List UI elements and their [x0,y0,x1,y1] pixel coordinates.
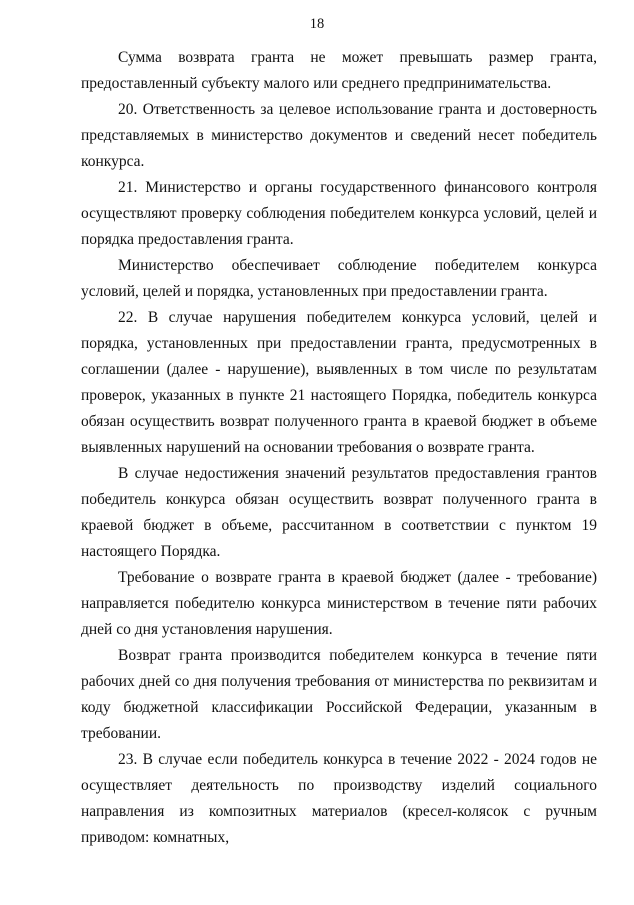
paragraph-return-requirement: Требование о возврате гранта в краевой бюджет (далее - требование) направляется победителю конкурса министерством в течение пяти рабочих дней со дня установления нарушения. [81,569,597,638]
paragraph-ministry-compliance: Министерство обеспечивает соблюдение победителем конкурса условий, целей и порядка, установленных при предоставлении гранта. [81,257,597,300]
paragraph-item-20-responsibility: 20. Ответственность за целевое использование гранта и достоверность представляемых в министерство документов и сведений несет победитель конкурса. [81,101,597,170]
paragraph-return-procedure: Возврат гранта производится победителем конкурса в течение пяти рабочих дней со дня получения требования от министерства по реквизитам и коду бюджетной классификации Российской Федерации, указанным в требовании. [81,647,597,742]
paragraph-results-not-achieved: В случае недостижения значений результатов предоставления грантов победитель конкурса обязан осуществить возврат полученного гранта в краевой бюджет в объеме, рассчитанном в соответствии с пунктом 19 настоящего Порядка. [81,465,597,560]
paragraph-item-23-production: 23. В случае если победитель конкурса в течение 2022 - 2024 годов не осуществляет деятельность по производству изделий социального направления из композитных материалов (кресел-колясок с ручным приводом: комнатных, [81,751,597,846]
document-body [81,45,597,851]
paragraph-item-22-violation: 22. В случае нарушения победителем конкурса условий, целей и порядка, установленных при предоставлении гранта, предусмотренных в соглашении (далее - нарушение), выявленных в том числе по результатам проверок, указанных в пункте 21 настоящего Порядка, победитель конкурса обязан осуществить возврат полученного гранта в краевой бюджет в объеме выявленных нарушений на основании требования о возврате гранта. [81,309,597,456]
paragraph-item-21-control: 21. Министерство и органы государственного финансового контроля осуществляют проверку соблюдения победителем конкурса условий, целей и порядка предоставления гранта. [81,179,597,248]
paragraph-grant-return-limit: Сумма возврата гранта не может превышать размер гранта, предоставленный субъекту малого или среднего предпринимательства. [81,49,597,92]
page-number: 18 [309,16,325,32]
